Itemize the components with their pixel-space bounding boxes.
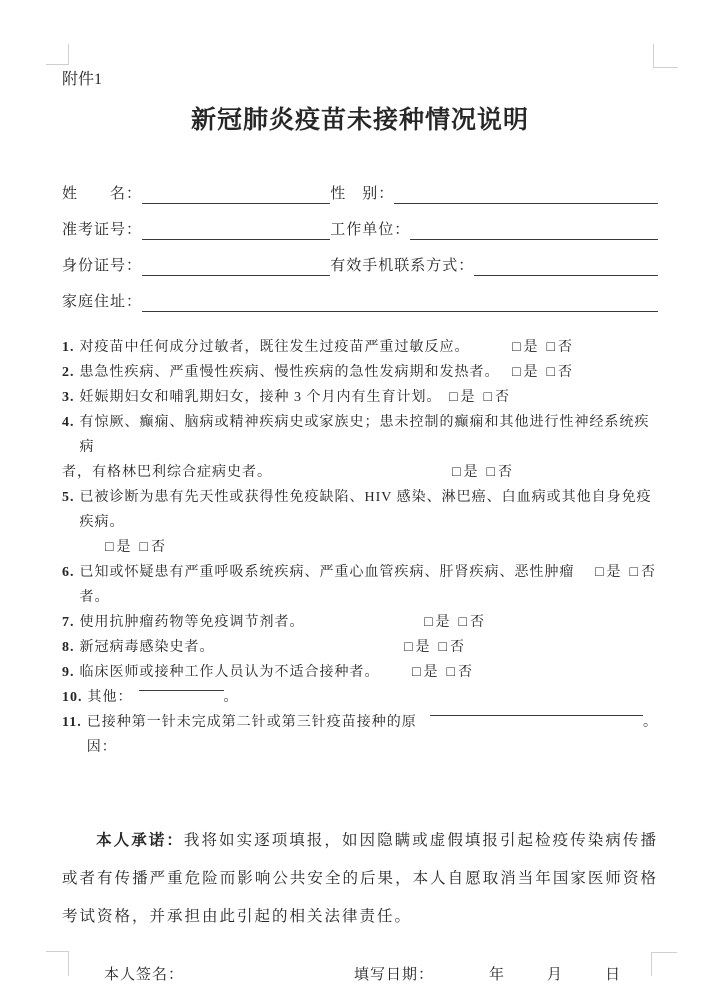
- question-item-4-line1: [62, 410, 658, 460]
- signature-row: [62, 964, 658, 986]
- id-number-field: [62, 255, 330, 277]
- name-blank: [142, 183, 330, 204]
- checkbox-yes-icon: □: [424, 615, 434, 630]
- question-item-9: [62, 660, 658, 685]
- question-item-6: [62, 560, 658, 610]
- question-text: 有惊厥、癫痫、脑病或精神疾病史或家族史；患未控制的癫痫和其他进行性神经系统疾病: [79, 415, 650, 455]
- work-unit-field: [330, 219, 658, 241]
- period-mark: 。: [643, 715, 658, 730]
- yes-no-checkboxes: [449, 385, 510, 410]
- document-content: [62, 70, 658, 986]
- incomplete-dose-reason-blank: [430, 713, 643, 716]
- commitment-lead: 本人承诺：: [96, 832, 184, 849]
- yes-label: 是: [116, 540, 132, 555]
- question-number: 11.: [62, 715, 82, 730]
- question-item-7: [62, 610, 658, 635]
- work-unit-blank: [410, 219, 658, 240]
- checkbox-yes-icon: □: [449, 390, 459, 405]
- question-number: 7.: [62, 615, 75, 630]
- question-item-1: [62, 335, 658, 360]
- checkbox-no-icon: □: [446, 665, 456, 680]
- checkbox-no-icon: □: [629, 565, 639, 580]
- checkbox-no-icon: □: [458, 615, 468, 630]
- checkbox-no-icon: □: [438, 640, 448, 655]
- year-label: 年: [489, 967, 506, 983]
- checkbox-yes-icon: □: [105, 540, 115, 555]
- checkbox-yes-icon: □: [595, 565, 605, 580]
- other-reason-blank: [139, 688, 224, 691]
- signature-label: 本人签名：: [104, 967, 185, 983]
- commitment-body: 我将如实逐项填报，如因隐瞒或虚假填报引起检疫传染病传播或者有传播严重危险而影响公共安全的后果，本人自愿取消当年国家医师资格考试资格，并承担由此引起的相关法律责任。: [62, 832, 658, 925]
- question-number: 10.: [62, 690, 83, 705]
- yes-label: 是: [523, 365, 539, 380]
- address-blank: [142, 291, 658, 312]
- yes-label: 是: [523, 340, 539, 355]
- yes-label: 是: [423, 665, 439, 680]
- gender-field: [330, 183, 658, 205]
- question-text-continued: 者，有格林巴利综合症病史者。: [62, 465, 272, 480]
- phone-field: [330, 255, 658, 277]
- question-number: 2.: [62, 365, 75, 380]
- page-title: 新冠肺炎疫苗未接种情况说明: [190, 106, 529, 134]
- checkbox-yes-icon: □: [412, 665, 422, 680]
- commitment-paragraph: [62, 822, 658, 936]
- question-item-5-line1: [62, 485, 658, 535]
- exam-id-blank: [142, 219, 330, 240]
- day-label: 日: [605, 967, 622, 983]
- name-label: 姓 名：: [62, 186, 143, 202]
- crop-mark-top-right-icon: [653, 44, 678, 68]
- yes-no-checkboxes: [404, 635, 465, 660]
- form-row-name-gender: [62, 169, 658, 205]
- question-text: 妊娠期妇女和哺乳期妇女，接种 3 个月内有生育计划。: [79, 390, 442, 405]
- month-label: 月: [547, 967, 564, 983]
- no-label: 否: [558, 340, 573, 355]
- yes-label: 是: [415, 640, 431, 655]
- fill-date-label: 填写日期：: [354, 967, 435, 983]
- yes-label: 是: [460, 390, 476, 405]
- checkbox-yes-icon: □: [512, 340, 522, 355]
- address-field: [62, 291, 658, 313]
- question-item-11: [62, 710, 658, 760]
- question-number: 6.: [62, 565, 75, 580]
- checkbox-yes-icon: □: [452, 465, 462, 480]
- address-label: 家庭住址：: [62, 294, 143, 310]
- question-text: 对疫苗中任何成分过敏者，既往发生过疫苗严重过敏反应。: [79, 340, 470, 355]
- no-label: 否: [150, 540, 166, 555]
- question-text: 新冠病毒感染史者。: [79, 640, 215, 655]
- yes-no-checkboxes: [595, 560, 656, 610]
- gender-blank: [394, 183, 658, 204]
- question-item-8: [62, 635, 658, 660]
- checkbox-no-icon: □: [546, 340, 556, 355]
- question-item-2: [62, 360, 658, 385]
- personal-info-form: [62, 169, 658, 313]
- question-item-10: [62, 685, 658, 710]
- phone-label: 有效手机联系方式：: [330, 258, 475, 274]
- work-unit-label: 工作单位：: [330, 222, 411, 238]
- exam-id-label: 准考证号：: [62, 222, 143, 238]
- question-text: 其他：: [87, 690, 133, 705]
- yes-no-checkboxes: [452, 460, 513, 485]
- exam-id-field: [62, 219, 330, 241]
- question-item-3: [62, 385, 658, 410]
- checkbox-yes-icon: □: [404, 640, 414, 655]
- question-text: 临床医师或接种工作人员认为不适合接种者。: [79, 665, 380, 680]
- checkbox-no-icon: □: [483, 390, 493, 405]
- form-row-id-phone: [62, 241, 658, 277]
- no-label: 否: [458, 665, 473, 680]
- no-label: 否: [495, 390, 510, 405]
- no-label: 否: [450, 640, 465, 655]
- form-row-address: [62, 277, 658, 313]
- name-field: [62, 183, 330, 205]
- yes-no-checkboxes: [512, 360, 573, 385]
- yes-no-checkboxes: [512, 335, 573, 360]
- yes-no-checkboxes: [424, 610, 485, 635]
- yes-no-checkboxes: [412, 660, 473, 685]
- yes-label: 是: [435, 615, 451, 630]
- question-item-4-line2: [62, 460, 658, 485]
- no-label: 否: [558, 365, 573, 380]
- no-label: 否: [498, 465, 513, 480]
- checkbox-no-icon: □: [546, 365, 556, 380]
- question-item-5-line2: [62, 535, 658, 560]
- yes-no-checkboxes: [105, 535, 166, 560]
- question-number: 3.: [62, 390, 75, 405]
- id-number-label: 身份证号：: [62, 258, 143, 274]
- question-number: 1.: [62, 340, 75, 355]
- question-list: [62, 335, 658, 760]
- question-number: 4.: [62, 415, 75, 430]
- form-row-examid-workunit: [62, 205, 658, 241]
- yes-label: 是: [606, 565, 622, 580]
- checkbox-no-icon: □: [139, 540, 149, 555]
- checkbox-yes-icon: □: [512, 365, 522, 380]
- question-number: 9.: [62, 665, 75, 680]
- question-number: 5.: [62, 490, 75, 505]
- question-text: 已接种第一针未完成第二针或第三针疫苗接种的原因：: [86, 715, 417, 755]
- attachment-label: 附件1: [62, 71, 103, 88]
- phone-blank: [474, 255, 658, 276]
- question-text: 已知或怀疑患有严重呼吸系统疾病、严重心血管疾病、肝肾疾病、恶性肿瘤者。: [79, 565, 575, 605]
- crop-mark-top-left-icon: [46, 44, 69, 65]
- no-label: 否: [470, 615, 485, 630]
- question-text: 已被诊断为患有先天性或获得性免疫缺陷、HIV 感染、淋巴癌、白血病或其他自身免疫疾病。: [79, 490, 652, 530]
- question-text: 使用抗肿瘤药物等免疫调节剂者。: [79, 615, 305, 630]
- id-number-blank: [142, 255, 330, 276]
- question-text: 患急性疾病、严重慢性疾病、慢性疾病的急性发病期和发热者。: [79, 365, 500, 380]
- checkbox-no-icon: □: [486, 465, 496, 480]
- gender-label: 性 别：: [330, 186, 395, 202]
- no-label: 否: [641, 565, 656, 580]
- question-number: 8.: [62, 640, 75, 655]
- yes-label: 是: [463, 465, 479, 480]
- period-mark: 。: [223, 690, 239, 705]
